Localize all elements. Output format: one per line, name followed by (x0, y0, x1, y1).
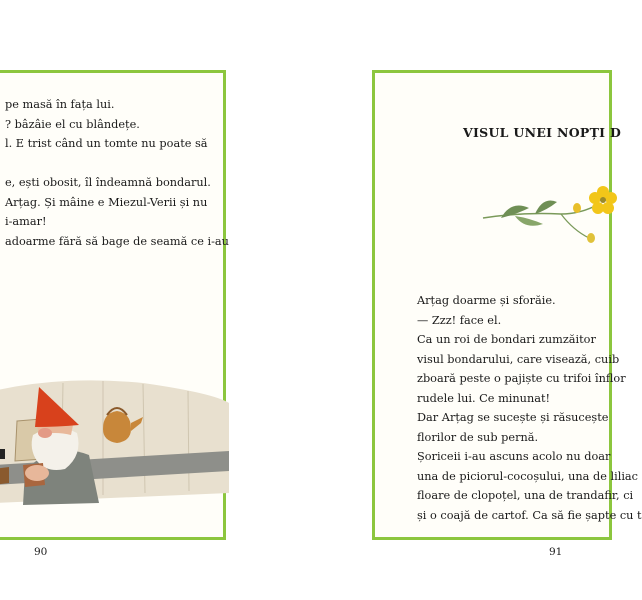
right-page-text (417, 291, 642, 525)
gnome-nose (38, 428, 52, 438)
flower-bud (587, 233, 595, 243)
right-line: una de piciorul-cocoșului, una de liliac (417, 469, 638, 483)
right-line: — Zzz! face el. (417, 313, 502, 327)
left-line: adoarme fără să bage de seamă ce i-au (5, 234, 229, 248)
right-line: zboară peste o pajiște cu trifoi înflor (417, 372, 626, 385)
left-line: l. E trist când un tomte nu poate să (5, 137, 208, 150)
right-line: rudele lui. Ce minunat! (417, 391, 551, 405)
left-line: ? bâzâie el cu blândețe. (5, 117, 140, 131)
right-line: floare de clopoțel, una de trandafir, ci (417, 489, 634, 502)
kettle (103, 411, 131, 443)
right-line: Ca un roi de bondari zumzăitor (417, 333, 596, 346)
left-line: e, ești obosit, îl îndeamnă bondarul. (5, 176, 211, 189)
leaf (515, 216, 543, 226)
buttercup-illustration (481, 178, 615, 253)
flower-bud (573, 203, 581, 213)
flower-head (589, 186, 617, 214)
left-line: i-amar! (5, 215, 47, 228)
right-line: Dar Arțag se sucește și răsucește (417, 411, 609, 424)
flower-branch (561, 214, 589, 238)
left-page-text (5, 95, 229, 251)
left-line: Arțag. Și mâine e Miezul-Verii și nu (5, 195, 208, 209)
leaf (535, 201, 557, 215)
chapter-title: VISUL UNEI NOPȚI D (463, 125, 622, 140)
page-number-right: 91 (549, 546, 563, 558)
small-object (0, 449, 5, 459)
right-line: și o coajă de cartof. Ca să fie șapte cu t (417, 508, 642, 522)
small-box (0, 467, 9, 485)
right-line: florilor de sub pernă. (417, 430, 539, 444)
right-line: Șoriceii i-au ascuns acolo nu doar (417, 450, 611, 463)
gnome-hands (25, 465, 49, 481)
right-page (372, 70, 642, 540)
left-line: pe masă în fața lui. (5, 98, 115, 111)
leaf (501, 206, 529, 218)
left-line-blank (5, 154, 217, 174)
page-number-left: 90 (34, 546, 48, 558)
right-line: visul bondarului, care visează, cuib (417, 352, 620, 366)
right-line: Arțag doarme și sforăie. (417, 294, 556, 307)
gnome-illustration (0, 373, 229, 543)
left-page (0, 70, 229, 540)
